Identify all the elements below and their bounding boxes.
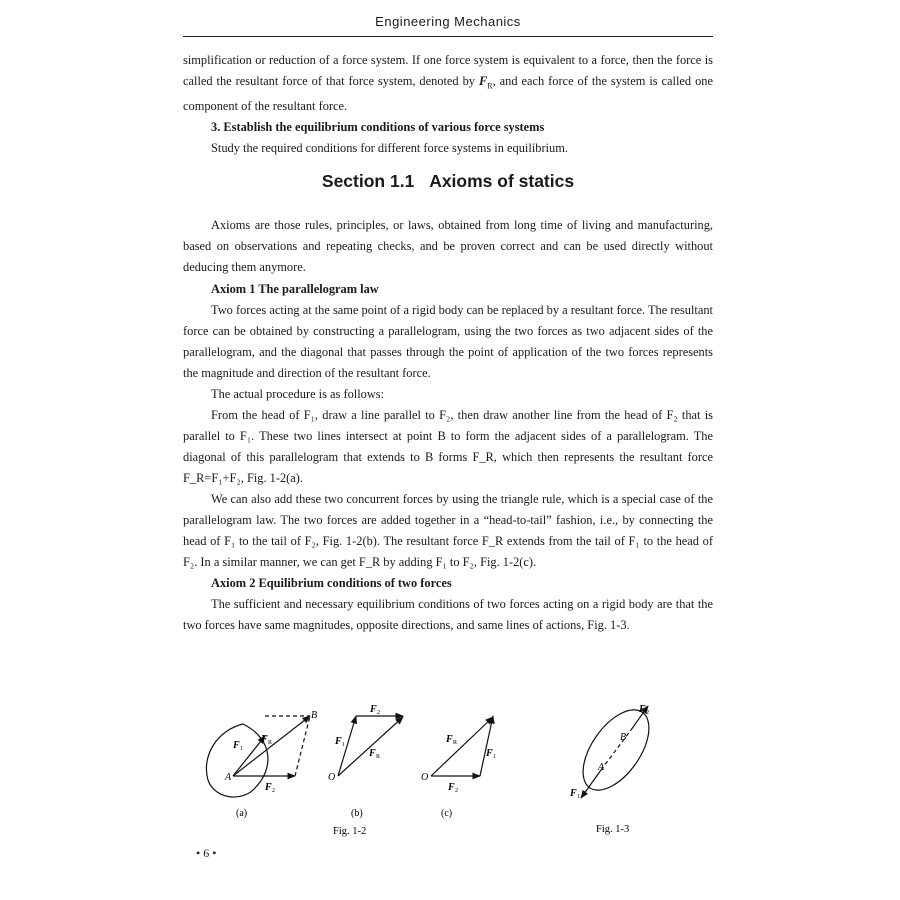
fig13-label-F2-sub: 2	[646, 710, 649, 716]
axiom1-heading: Axiom 1 The parallelogram law	[211, 282, 379, 296]
fig12b-label-O: O	[328, 772, 336, 783]
axiom2-p1: The sufficient and necessary equilibrium conditions of two forces acting on a rigid body are that the two forces have same magnitudes, opposite directions, and same lines of actions, Fig. 1-3.	[183, 597, 713, 632]
fig12a-label-FR-sub: R	[268, 740, 273, 746]
fig12a-label-F2-sub: 2	[272, 788, 275, 794]
main-text	[183, 215, 713, 636]
fig13-label-F1-sub: 1	[577, 794, 580, 800]
fig12b-label-F1-sub: 1	[342, 742, 345, 748]
fig12-caption: Fig. 1-2	[333, 826, 367, 837]
fig12a-label-FR: F	[261, 734, 268, 745]
fig12a-label-F1-sub: 1	[240, 746, 243, 752]
fig12a-label-F2: F	[265, 782, 272, 793]
axiom1-p3: From the head of F₁, draw a line parallel to F₂, then draw another line from the head of F₂ that is parallel to F₁. These two lines intersect at point B to form the adjacent sides of a parallelogram. The diagonal of this parallelogram that extends to B forms F_R, which then represents the resultant force F_R=F₁+F₂, Fig. 1-2(a).	[183, 408, 713, 485]
axiom1-p2: The actual procedure is as follows:	[211, 387, 385, 401]
fig13-line-of-action	[601, 730, 631, 770]
fig12b-label-F2: F	[370, 704, 377, 715]
fig12b-caption: (b)	[351, 808, 363, 819]
intro-paragraph: simplification or reduction of a force system. If one force system is equivalent to a force, then the force is called the resultant force of that force system, denoted by $F_R$, and each force of the system is called one component of the resultant force.	[183, 53, 713, 114]
fig12b-label-F2-sub: 2	[377, 710, 380, 716]
fig12c-fr	[431, 717, 493, 776]
fig12a-label-F1: F	[233, 740, 240, 751]
page-number: • 6 •	[196, 846, 217, 860]
fig13-f1	[581, 770, 601, 798]
fig12b-label-FR-sub: R	[376, 754, 381, 760]
fig12a-dash-right	[295, 716, 310, 776]
fig12c-label-O: O	[421, 772, 429, 783]
section-heading: Axioms of statics	[429, 171, 575, 191]
figures-area	[183, 700, 713, 850]
fig12a-caption: (a)	[236, 808, 248, 819]
fig13-caption: Fig. 1-3	[596, 824, 630, 835]
axiom1-p1: Two forces acting at the same point of a rigid body can be replaced by a resultant force. The resultant force can be obtained by constructing a parallelogram, using the two forces as two adjacent sides of the parallelogram, and the diagonal that passes through the point of application of the two forces represents the magnitude and direction of the resultant force.	[183, 303, 713, 380]
fig13-label-A: A	[598, 762, 605, 773]
fig12a-label-A: A	[225, 772, 232, 783]
fig12b-label-FR: F	[369, 748, 376, 759]
axiom1-p4: We can also add these two concurrent forces by using the triangle rule, which is a special case of the parallelogram law. The two forces are added together in a “head-to-tail” fashion, i.e., by connecting the head of F₁ to the tail of F₂, Fig. 1-2(b). The resultant force F_R extends from the tail of F₁ to the head of F₂. In a similar manner, we can get F_R by adding F₁ to F₂, Fig. 1-2(c).	[183, 492, 713, 569]
header-title: Engineering Mechanics	[375, 14, 521, 29]
intro-block	[183, 50, 713, 159]
fig12c-label-F1-sub: 1	[493, 754, 496, 760]
fig12c-f1	[480, 716, 493, 776]
fig12c-label-F2-sub: 2	[455, 788, 458, 794]
section-title	[183, 171, 713, 192]
fig12c-label-FR-sub: R	[453, 740, 458, 746]
fig13-label-B: B	[620, 732, 627, 743]
fig12c-caption: (c)	[441, 808, 453, 819]
fig13-label-F1: F	[570, 788, 577, 799]
fig13-label-F2: F	[639, 704, 646, 715]
fig12c-label-F2: F	[448, 782, 455, 793]
fig12b-diagram	[338, 716, 403, 776]
axioms-intro: Axioms are those rules, principles, or laws, obtained from long time of living and manufacturing, based on observations and repeating checks, and be proven correct and can be used directly without deducing them anymore.	[183, 218, 713, 274]
figures-svg	[183, 700, 713, 850]
rigid-body-outline	[206, 724, 268, 797]
section-label: Section 1.1	[321, 171, 415, 191]
running-header	[183, 14, 713, 37]
fig12c-diagram	[431, 716, 493, 776]
fig12a-diagram	[206, 716, 310, 797]
fig12b-label-F1: F	[335, 736, 342, 747]
item3-title: 3. Establish the equilibrium conditions of various force systems	[211, 120, 545, 135]
item3-text: Study the required conditions for different force systems in equilibrium.	[211, 141, 568, 156]
fig12c-label-F1: F	[486, 748, 493, 759]
fig12a-label-B: B	[311, 710, 318, 721]
axiom2-heading: Axiom 2 Equilibrium conditions of two forces	[211, 576, 452, 590]
fig12b-fr	[338, 717, 403, 776]
fig12c-label-FR: F	[446, 734, 453, 745]
